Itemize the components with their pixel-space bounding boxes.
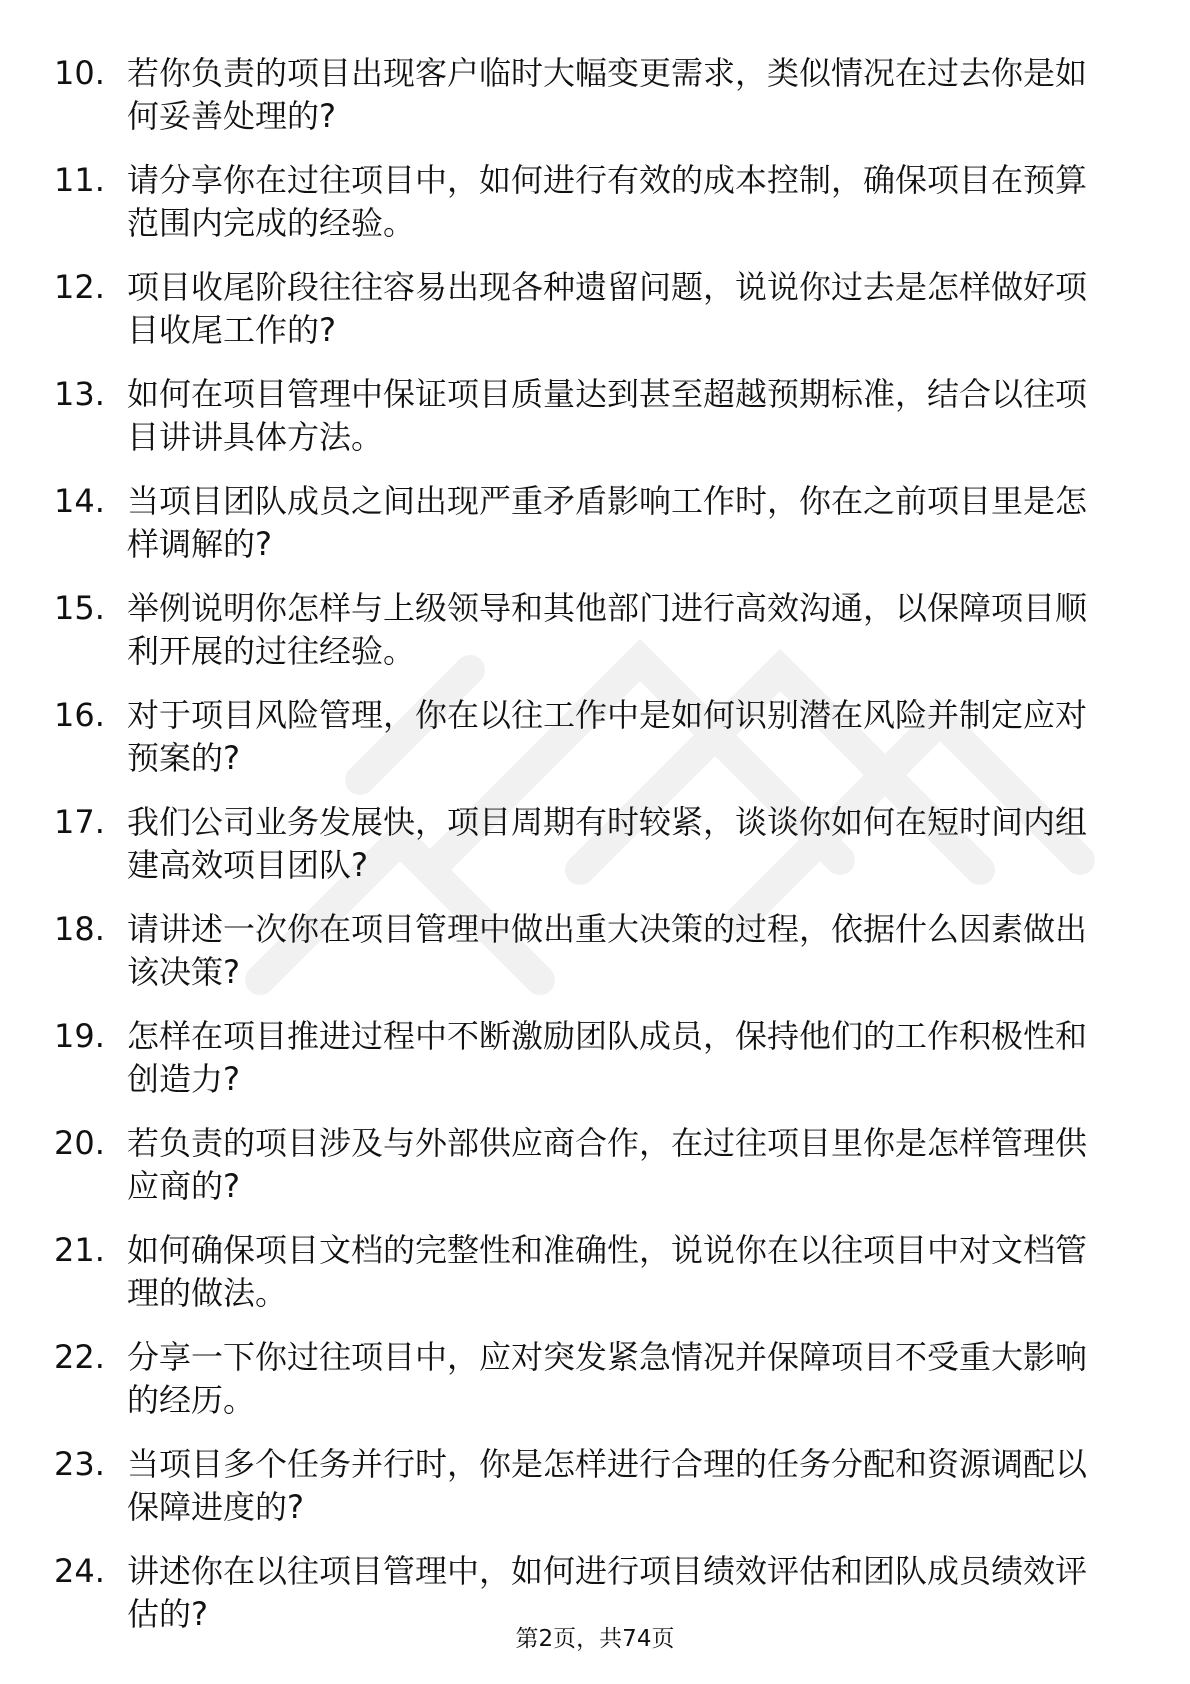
question-text: 举例说明你怎样与上级领导和其他部门进行高效沟通，以保障项目顺利开展的过往经验。 [127,589,1088,670]
list-item [54,587,1114,673]
list-item [54,1336,1114,1422]
question-number: 15. [54,589,105,627]
question-number: 20. [54,1124,105,1162]
list-item [54,1443,1114,1529]
page-footer: 第2页，共74页 [515,1626,675,1652]
question-text: 若你负责的项目出现客户临时大幅变更需求，类似情况在过去你是如何妥善处理的? [127,54,1088,135]
question-text: 项目收尾阶段往往容易出现各种遗留问题，说说你过去是怎样做好项目收尾工作的? [127,268,1088,349]
list-item [54,159,1114,245]
list-item [54,480,1114,566]
question-text: 当项目团队成员之间出现严重矛盾影响工作时，你在之前项目里是怎样调解的? [127,482,1088,563]
question-number: 16. [54,696,105,734]
list-item [54,373,1114,459]
question-number: 12. [54,268,105,306]
question-text: 如何在项目管理中保证项目质量达到甚至超越预期标准，结合以往项目讲讲具体方法。 [127,375,1088,456]
question-text: 请讲述一次你在项目管理中做出重大决策的过程，依据什么因素做出该决策? [127,910,1088,991]
question-text: 若负责的项目涉及与外部供应商合作，在过往项目里你是怎样管理供应商的? [127,1124,1088,1205]
question-text: 如何确保项目文档的完整性和准确性，说说你在以往项目中对文档管理的做法。 [127,1231,1088,1312]
question-text: 分享一下你过往项目中，应对突发紧急情况并保障项目不受重大影响的经历。 [127,1338,1088,1419]
question-text: 我们公司业务发展快，项目周期有时较紧，谈谈你如何在短时间内组建高效项目团队? [127,803,1088,884]
question-text: 当项目多个任务并行时，你是怎样进行合理的任务分配和资源调配以保障进度的? [127,1445,1088,1526]
question-number: 24. [54,1552,105,1590]
list-item [54,1015,1114,1101]
list-item [54,1122,1114,1208]
question-number: 21. [54,1231,105,1269]
list-item [54,52,1114,138]
question-text: 讲述你在以往项目管理中，如何进行项目绩效评估和团队成员绩效评估的? [127,1552,1088,1633]
question-number: 14. [54,482,105,520]
question-number: 11. [54,161,105,199]
question-number: 10. [54,54,105,92]
question-text: 请分享你在过往项目中，如何进行有效的成本控制，确保项目在预算范围内完成的经验。 [127,161,1088,242]
question-number: 19. [54,1017,105,1055]
list-item [54,908,1114,994]
question-text: 对于项目风险管理，你在以往工作中是如何识别潜在风险并制定应对预案的? [127,696,1088,777]
list-item [54,801,1114,887]
question-number: 18. [54,910,105,948]
list-item [54,694,1114,780]
list-item [54,1229,1114,1315]
question-list [54,52,1114,1657]
question-number: 22. [54,1338,105,1376]
question-number: 17. [54,803,105,841]
question-number: 23. [54,1445,105,1483]
question-text: 怎样在项目推进过程中不断激励团队成员，保持他们的工作积极性和创造力? [127,1017,1088,1098]
list-item [54,266,1114,352]
question-number: 13. [54,375,105,413]
